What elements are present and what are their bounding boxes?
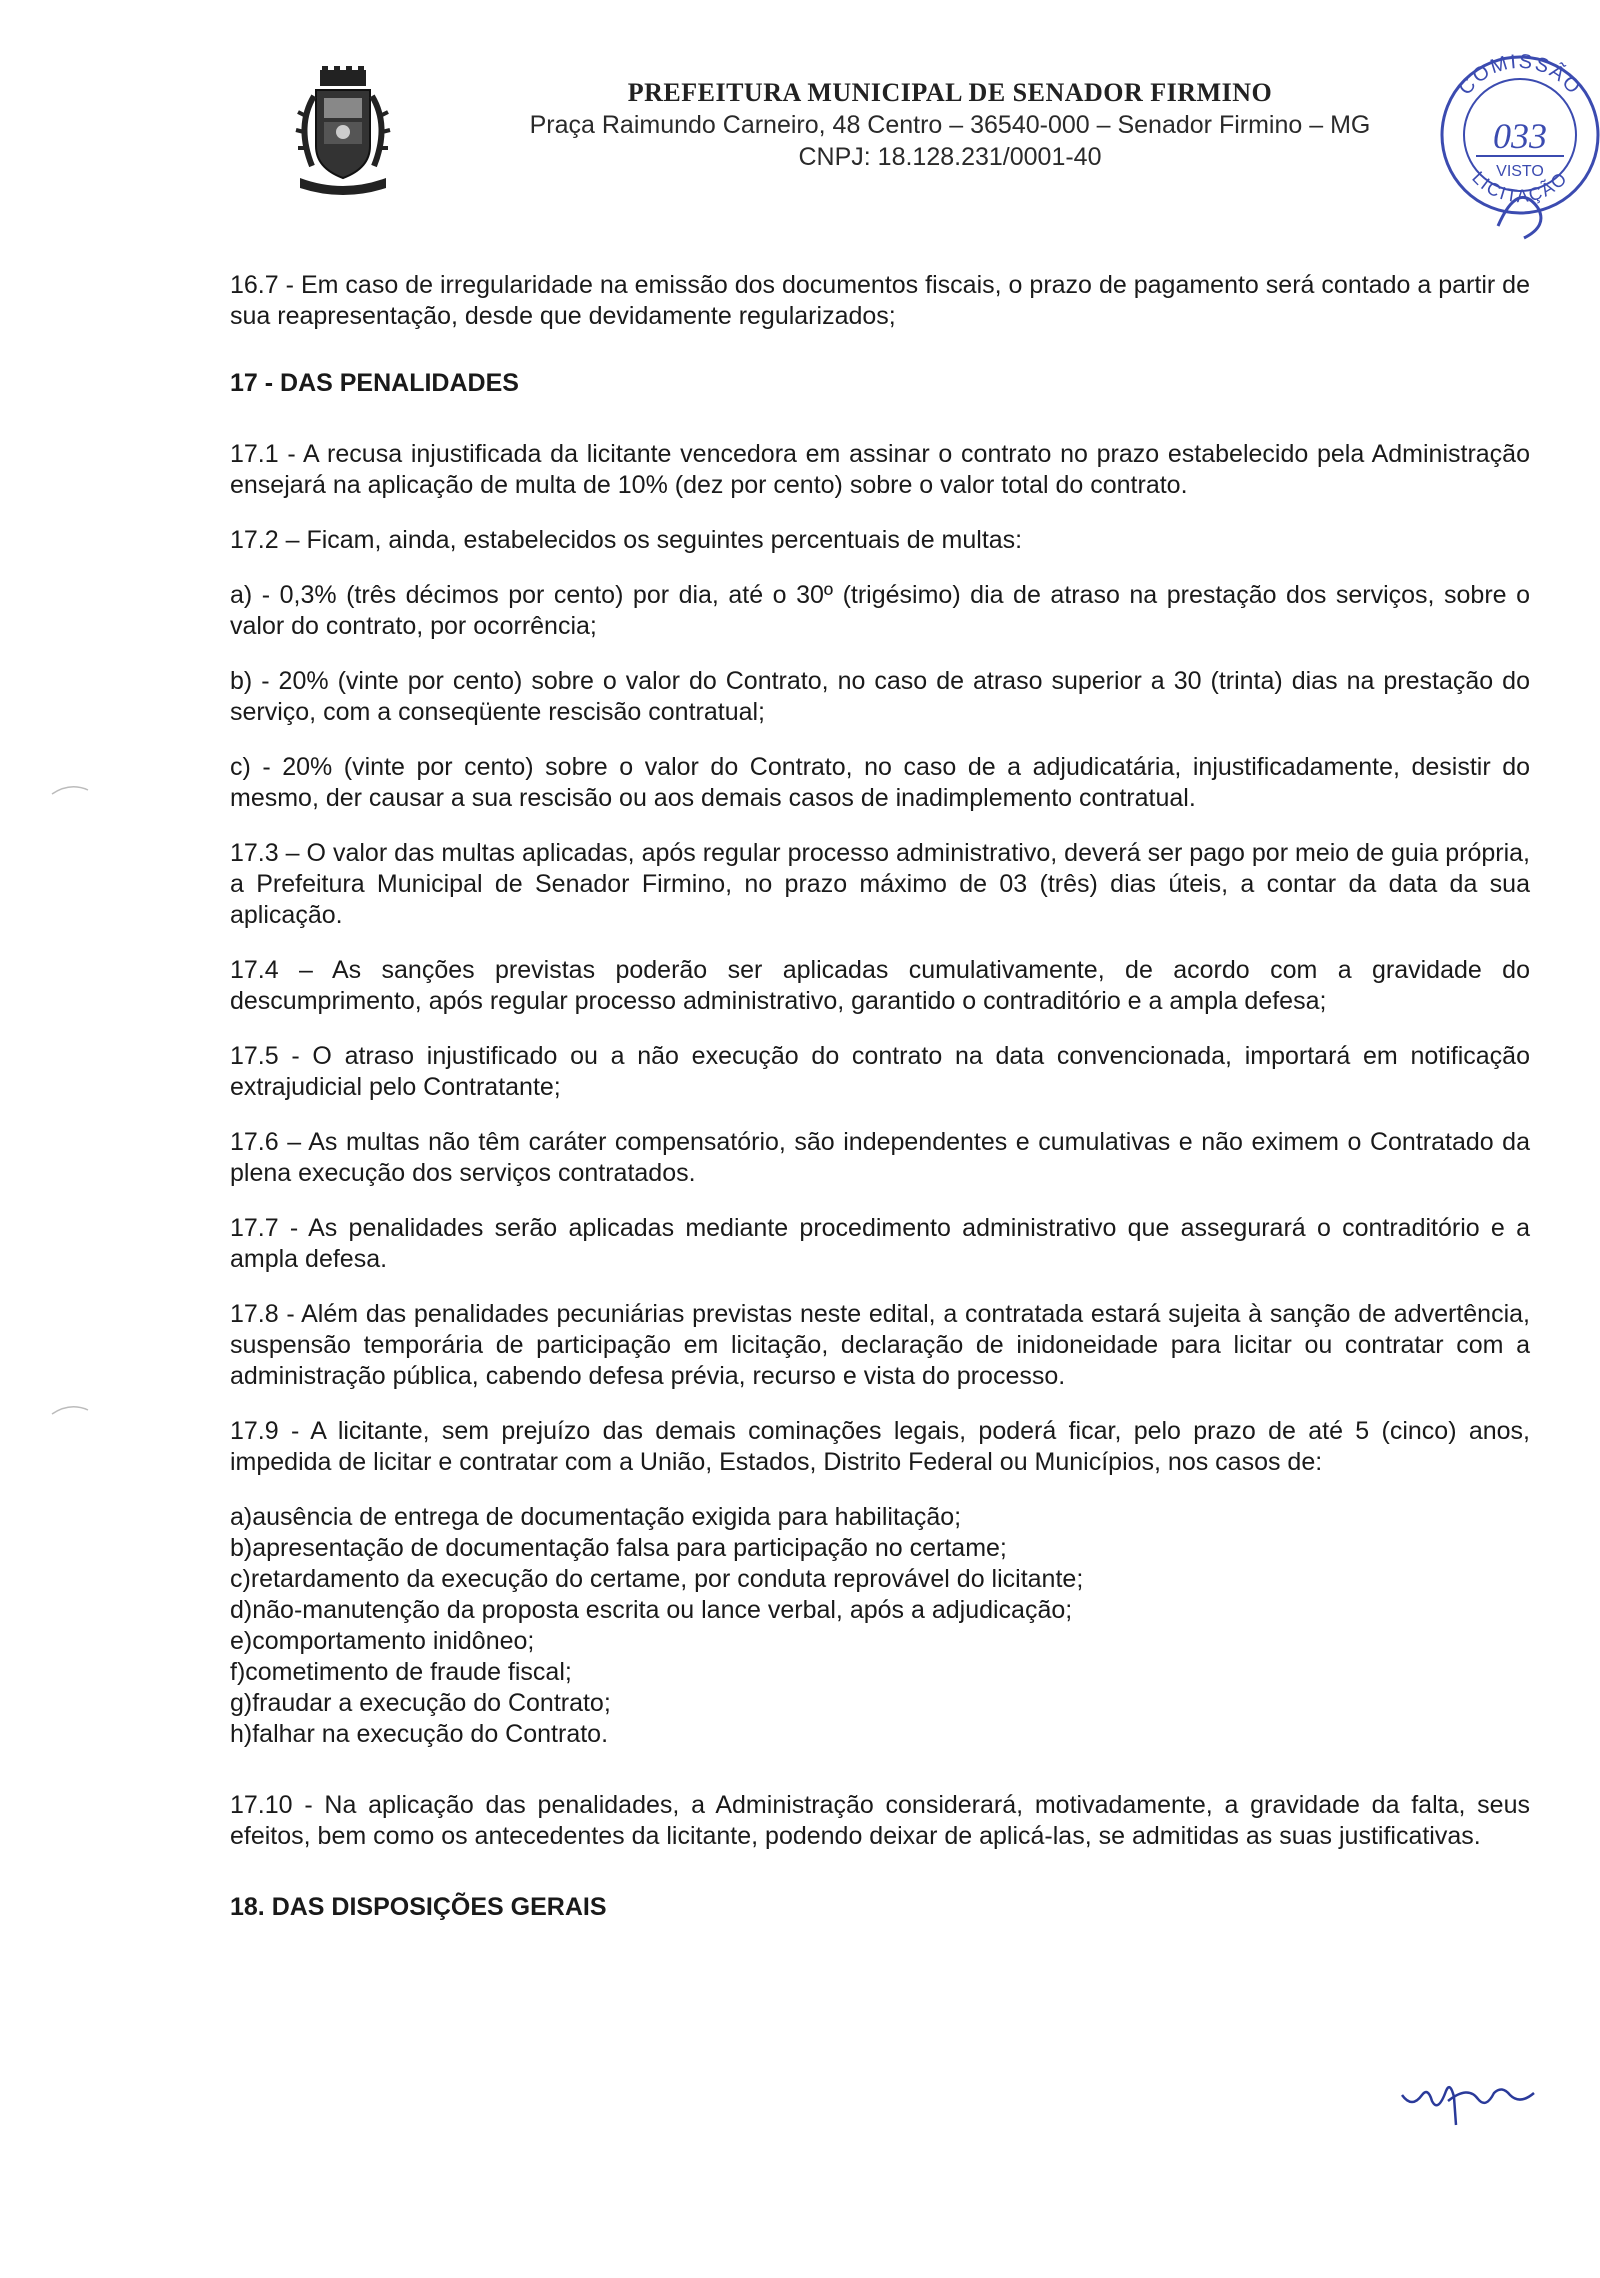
list-item: b)apresentação de documentação falsa para participação no certame; (230, 1534, 1007, 1562)
list-item: h)falhar na execução do Contrato. (230, 1720, 609, 1748)
paragraph-17-2-a: a) - 0,3% (três décimos por cento) por dia, até o 30º (trigésimo) dia de atraso na prestação dos serviços, sobre o valor do contrato, por ocorrência; (230, 581, 1530, 640)
header-cnpj: CNPJ: 18.128.231/0001-40 (798, 143, 1102, 171)
handwritten-signature (1398, 2065, 1538, 2135)
header-address: Praça Raimundo Carneiro, 48 Centro – 36540-000 – Senador Firmino – MG (529, 111, 1371, 139)
paragraph-17-2-b: b) - 20% (vinte por cento) sobre o valor do Contrato, no caso de atraso superior a 30 (trinta) dias na prestação do serviço, com a conseqüente rescisão contratual; (230, 667, 1530, 726)
paragraph-17-2: 17.2 – Ficam, ainda, estabelecidos os seguintes percentuais de multas: (230, 526, 1023, 554)
section-heading-18: 18. DAS DISPOSIÇÕES GERAIS (230, 1893, 607, 1921)
paragraph-17-8: 17.8 - Além das penalidades pecuniárias previstas neste edital, a contratada estará sujeita à sanção de advertência, suspensão temporária de participação em licitação, declaração de inidoneidade para licitar ou contratar com a administração pública, cabendo defesa prévia, recurso e vista do processo. (230, 1300, 1530, 1390)
list-item: e)comportamento inidôneo; (230, 1627, 535, 1655)
scan-mark (50, 1400, 90, 1420)
municipal-coat-of-arms-icon (288, 66, 398, 196)
paragraph-17-1: 17.1 - A recusa injustificada da licitante vencedora em assinar o contrato no prazo estabelecido pela Administração ensejará na aplicação de multa de 10% (dez por cento) sobre o valor total do contrato. (230, 440, 1530, 499)
paragraph-17-3: 17.3 – O valor das multas aplicadas, após regular processo administrativo, deverá ser pago por meio de guia própria, a Prefeitura Municipal de Senador Firmino, no prazo máximo de 03 (três) dias úteis, a contar da data da sua aplicação. (230, 839, 1530, 929)
paragraph-17-5: 17.5 - O atraso injustificado ou a não execução do contrato na data convencionada, importará em notificação extrajudicial pelo Contratante; (230, 1042, 1530, 1101)
section-heading-17: 17 - DAS PENALIDADES (230, 369, 519, 397)
scan-mark (50, 780, 90, 800)
document-body (230, 270, 1530, 1963)
stamp-number: 033 (1493, 116, 1547, 156)
list-item: a)ausência de entrega de documentação exigida para habilitação; (230, 1503, 962, 1531)
paragraph-17-7: 17.7 - As penalidades serão aplicadas mediante procedimento administrativo que assegurará o contraditório e a ampla defesa. (230, 1214, 1530, 1273)
header-title: PREFEITURA MUNICIPAL DE SENADOR FIRMINO (627, 78, 1273, 107)
list-item: c)retardamento da execução do certame, por conduta reprovável do licitante; (230, 1565, 1084, 1593)
paragraph-17-10: 17.10 - Na aplicação das penalidades, a Administração considerará, motivadamente, a gravidade da falta, seus efeitos, bem como os antecedentes da licitante, podendo deixar de aplicá-las, se admitidas as suas justificativas. (230, 1791, 1530, 1850)
stamp-bottom-text: LICITAÇÃO (1468, 167, 1572, 207)
paragraph-17-2-c: c) - 20% (vinte por cento) sobre o valor do Contrato, no caso de a adjudicatária, injustificadamente, desistir do mesmo, der causar a sua rescisão ou aos demais casos de inadimplemento contratual. (230, 753, 1530, 812)
paragraph-16-7: 16.7 - Em caso de irregularidade na emissão dos documentos fiscais, o prazo de pagamento será contado a partir de sua reapresentação, desde que devidamente regularizados; (230, 271, 1530, 330)
list-item: f)cometimento de fraude fiscal; (230, 1658, 572, 1686)
stamp-middle-text: VISTO (1496, 163, 1544, 180)
list-item: g)fraudar a execução do Contrato; (230, 1689, 611, 1717)
list-item: d)não-manutenção da proposta escrita ou lance verbal, após a adjudicação; (230, 1596, 1073, 1624)
list-17-9-cases (230, 1502, 1530, 1750)
svg-text:COMISSÃO (1454, 51, 1585, 100)
paragraph-17-4: 17.4 – As sanções previstas poderão ser aplicadas cumulativamente, de acordo com a gravidade do descumprimento, após regular processo administrativo, garantido o contraditório e a ampla defesa; (230, 956, 1530, 1015)
letterhead (470, 78, 1430, 172)
stamp-top-text: COMISSÃO (1454, 50, 1586, 100)
paragraph-17-6: 17.6 – As multas não têm caráter compensatório, são independentes e cumulativas e não eximem o Contratado da plena execução dos serviços contratados. (230, 1128, 1530, 1187)
commission-seal-stamp (1428, 30, 1600, 240)
paragraph-17-9: 17.9 - A licitante, sem prejuízo das demais cominações legais, poderá ficar, pelo prazo de até 5 (cinco) anos, impedida de licitar e contratar com a União, Estados, Distrito Federal ou Municípios, nos casos de: (230, 1417, 1530, 1476)
